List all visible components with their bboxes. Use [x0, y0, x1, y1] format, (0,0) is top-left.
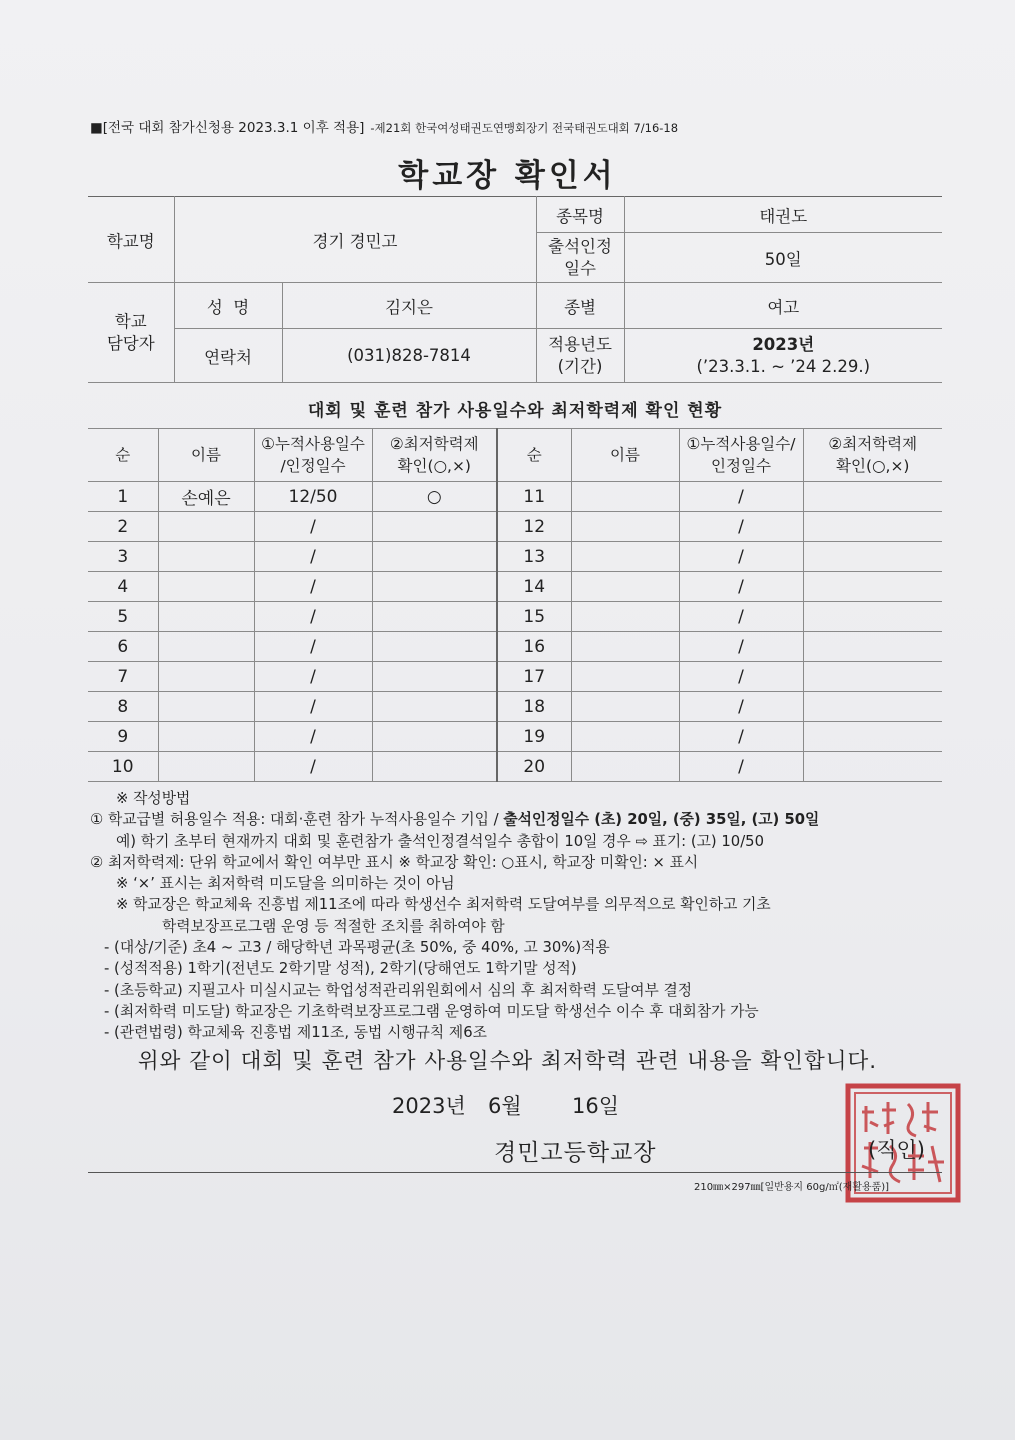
row-days-left: /	[254, 662, 372, 692]
header-note	[90, 116, 950, 136]
header-days-right-line2: 인정일수	[711, 457, 771, 475]
row-check-left	[372, 512, 497, 542]
row-days-right: /	[679, 692, 803, 722]
row-name-left	[158, 632, 254, 662]
note-dash-3: - (초등학교) 지필고사 미실시교는 학업성적관리위원회에서 심의 후 최저학력 도달여부 결정	[104, 981, 693, 999]
manager-label	[88, 283, 174, 383]
row-name-left	[158, 512, 254, 542]
date-year: 2023년	[392, 1094, 466, 1118]
row-check-left: ○	[372, 482, 497, 512]
header-no-left: 순	[88, 429, 158, 482]
row-check-left	[372, 692, 497, 722]
note-dash-5: - (관련법령) 학교체육 진흥법 제11조, 동법 시행규칙 제6조	[104, 1024, 487, 1042]
table-row	[88, 572, 942, 602]
row-check-left	[372, 572, 497, 602]
year-value: 2023년	[752, 334, 815, 354]
type-value: 여고	[624, 283, 942, 329]
year-label	[536, 329, 624, 383]
row-name-right	[571, 602, 679, 632]
note-2: ② 최저학력제: 단위 학교에서 확인 여부만 표시 ※ 학교장 확인: ○표시, 학교장 미확인: × 표시	[90, 853, 699, 871]
row-check-left	[372, 662, 497, 692]
row-name-right	[571, 692, 679, 722]
row-days-left: /	[254, 572, 372, 602]
header-note-text: ■[전국 대회 참가신청용 2023.3.1 이후 적용]	[90, 120, 365, 136]
table-row	[88, 602, 942, 632]
event-label: 종목명	[536, 197, 624, 233]
row-days-right: /	[679, 542, 803, 572]
row-days-left: /	[254, 752, 372, 782]
row-number-right: 20	[497, 752, 571, 782]
header-check-left-line1: ②최저학력제	[389, 435, 479, 453]
row-check-left	[372, 632, 497, 662]
attend-label	[536, 233, 624, 283]
page-title: 학교장 확인서	[398, 158, 617, 194]
row-number-left: 3	[88, 542, 158, 572]
type-label: 종별	[536, 283, 624, 329]
note-2-b2: 학력보장프로그램 운영 등 적절한 조치를 취하여야 함	[162, 917, 505, 935]
row-check-right	[803, 512, 942, 542]
table-row	[88, 482, 942, 512]
seal-label: (직인)	[868, 1138, 925, 1162]
row-number-left: 1	[88, 482, 158, 512]
date-day: 16일	[572, 1094, 620, 1118]
row-days-right: /	[679, 602, 803, 632]
contact-label: 연락처	[174, 329, 282, 383]
header-days-left-line1: ①누적사용일수	[261, 435, 365, 453]
row-check-right	[803, 662, 942, 692]
row-number-right: 12	[497, 512, 571, 542]
header-sub-note: -제21회 한국여성태권도연맹회장기 전국태권도대회 7/16-18	[370, 121, 679, 135]
year-label-line1: 적용년도	[548, 334, 612, 354]
row-name-left	[158, 572, 254, 602]
header-check-right-line2: 확인(○,×)	[836, 457, 910, 475]
table-row	[88, 542, 942, 572]
row-check-right	[803, 692, 942, 722]
row-number-right: 19	[497, 722, 571, 752]
event-value: 태권도	[624, 197, 942, 233]
row-days-left: /	[254, 692, 372, 722]
header-name-right: 이름	[571, 429, 679, 482]
header-days-right	[679, 429, 803, 482]
row-check-right	[803, 632, 942, 662]
row-days-right: /	[679, 722, 803, 752]
row-days-right: /	[679, 752, 803, 782]
row-check-left	[372, 542, 497, 572]
note-1	[90, 809, 950, 830]
row-number-left: 6	[88, 632, 158, 662]
date-month: 6월	[488, 1094, 522, 1118]
year-label-line2: (기간)	[557, 356, 603, 376]
roster-body	[88, 482, 942, 782]
row-name-left	[158, 752, 254, 782]
row-days-left: /	[254, 512, 372, 542]
table-row	[88, 512, 942, 542]
school-info-table	[88, 196, 942, 383]
note-1-bold: 출석인정일수 (초) 20일, (중) 35일, (고) 50일	[503, 811, 820, 829]
manager-label-line2: 담당자	[106, 333, 155, 353]
header-check-right	[803, 429, 942, 482]
header-check-left	[372, 429, 497, 482]
row-days-left: /	[254, 722, 372, 752]
row-number-left: 2	[88, 512, 158, 542]
row-check-left	[372, 752, 497, 782]
row-name-right	[571, 632, 679, 662]
name-value: 김지은	[282, 283, 536, 329]
row-days-left: /	[254, 632, 372, 662]
row-number-right: 13	[497, 542, 571, 572]
row-name-right	[571, 662, 679, 692]
row-name-left	[158, 542, 254, 572]
row-days-right: /	[679, 662, 803, 692]
row-number-right: 15	[497, 602, 571, 632]
note-dash-1: - (대상/기준) 초4 ~ 고3 / 해당학년 과목평균(초 50%, 중 40%, 고 30%)적용	[104, 939, 610, 957]
paper-spec: 210㎜×297㎜[일반용지 60g/㎡(재활용품)]	[694, 1182, 890, 1193]
row-name-right	[571, 722, 679, 752]
row-number-left: 4	[88, 572, 158, 602]
row-name-left	[158, 662, 254, 692]
section-title: 대회 및 훈련 참가 사용일수와 최저학력제 확인 현황	[307, 401, 723, 421]
row-days-right: /	[679, 482, 803, 512]
header-days-left-line2: /인정일수	[280, 457, 346, 475]
row-name-right	[571, 752, 679, 782]
notes-heading: ※ 작성방법	[116, 790, 191, 807]
row-check-right	[803, 542, 942, 572]
contact-value: (031)828-7814	[282, 329, 536, 383]
row-check-left	[372, 602, 497, 632]
row-name-right	[571, 482, 679, 512]
table-row	[88, 752, 942, 782]
row-number-right: 14	[497, 572, 571, 602]
signer-name: 경민고등학교장	[494, 1140, 657, 1166]
row-days-left: /	[254, 542, 372, 572]
row-number-left: 7	[88, 662, 158, 692]
row-number-left: 8	[88, 692, 158, 722]
row-name-left	[158, 722, 254, 752]
row-name-left	[158, 692, 254, 722]
row-check-right	[803, 752, 942, 782]
row-check-right	[803, 482, 942, 512]
period-value: (’23.3.1. ~ ’24 2.29.)	[696, 356, 871, 376]
row-name-left	[158, 602, 254, 632]
row-number-left: 9	[88, 722, 158, 752]
row-check-right	[803, 722, 942, 752]
row-days-left: /	[254, 602, 372, 632]
name-label: 성 명	[174, 283, 282, 329]
row-number-right: 18	[497, 692, 571, 722]
row-check-right	[803, 572, 942, 602]
row-name-right	[571, 572, 679, 602]
note-2-a: ※ ‘×’ 표시는 최저학력 미도달을 의미하는 것이 아님	[116, 875, 455, 893]
header-no-right: 순	[497, 429, 571, 482]
note-dash-4: - (최저학력 미도달) 학교장은 기초학력보장프로그램 운영하여 미도달 학생선수 이수 후 대회참가 가능	[104, 1002, 759, 1020]
table-row	[88, 662, 942, 692]
row-name-right	[571, 512, 679, 542]
writing-instructions	[90, 788, 950, 1044]
roster-header-row	[88, 429, 942, 482]
attend-label-line2: 일수	[564, 258, 596, 278]
row-days-right: /	[679, 572, 803, 602]
school-label: 학교명	[88, 197, 174, 283]
row-number-right: 16	[497, 632, 571, 662]
header-name-left: 이름	[158, 429, 254, 482]
roster-table	[88, 428, 942, 782]
manager-label-line1: 학교	[114, 311, 147, 331]
row-name-left: 손예은	[158, 482, 254, 512]
header-check-right-line1: ②최저학력제	[828, 435, 918, 453]
note-2-b1: ※ 학교장은 학교체육 진흥법 제11조에 따라 학생선수 최저학력 도달여부를 의무적으로 확인하고 기초	[116, 896, 771, 914]
row-days-left: 12/50	[254, 482, 372, 512]
row-number-left: 5	[88, 602, 158, 632]
row-number-right: 17	[497, 662, 571, 692]
attend-value: 50일	[624, 233, 942, 283]
footer-divider	[88, 1172, 942, 1173]
issue-date	[392, 1090, 619, 1120]
row-check-right	[803, 602, 942, 632]
row-check-left	[372, 722, 497, 752]
attend-label-line1: 출석인정	[548, 236, 612, 256]
note-dash-2: - (성적적용) 1학기(전년도 2학기말 성적), 2학기(당해연도 1학기말 성적)	[104, 960, 577, 978]
row-number-right: 11	[497, 482, 571, 512]
table-row	[88, 692, 942, 722]
confirm-statement: 위와 같이 대회 및 훈련 참가 사용일수와 최저학력 관련 내용을 확인합니다.	[137, 1049, 878, 1074]
row-days-right: /	[679, 512, 803, 542]
row-days-right: /	[679, 632, 803, 662]
note-1-text: ① 학교급별 허용일수 적용: 대회·훈련 참가 누적사용일수 기입 /	[90, 811, 504, 829]
year-value-cell	[624, 329, 942, 383]
note-1-example: 예) 학기 초부터 현재까지 대회 및 훈련참가 출석인정결석일수 총합이 10일 경우 ⇨ 표기: (고) 10/50	[116, 832, 765, 850]
header-days-right-line1: ①누적사용일수/	[686, 435, 796, 453]
row-name-right	[571, 542, 679, 572]
table-row	[88, 722, 942, 752]
school-value: 경기 경민고	[174, 197, 536, 283]
row-number-left: 10	[88, 752, 158, 782]
table-row	[88, 632, 942, 662]
header-days-left	[254, 429, 372, 482]
header-check-left-line2: 확인(○,×)	[397, 457, 471, 475]
